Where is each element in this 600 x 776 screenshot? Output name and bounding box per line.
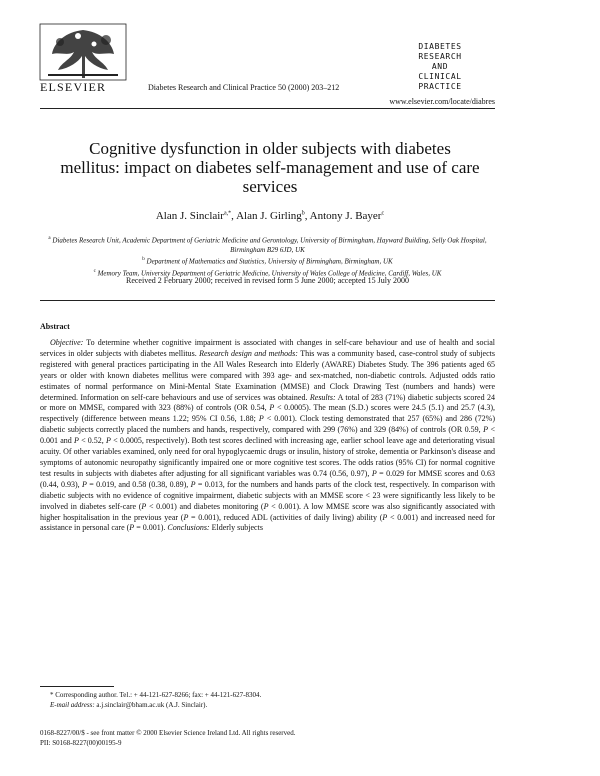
abstract-text-run: < 0.0005, respectively). Both test scores declined with increasing age, earlier school leave age and deteriorating visual acuity. Of other variables examined, only need for oral hypoglycaemic drugs or insulin, history of stroke, dementia or Parkinson's disease and symptoms of autonomic neuropathy significantly impaired one or more cognitive test scores. The odds ratios (95% CI) for normal cognitive test results in subjects with diabetes after adjusting for all significant variables was 0.74 (0.56, 0.97), — [40, 436, 495, 478]
email-address[interactable]: a.j.sinclair@bham.ac.uk (A.J. Sinclair). — [94, 701, 208, 709]
article-dates: Received 2 February 2000; received in revised form 5 June 2000; accepted 15 July 2000 — [125, 276, 410, 285]
abstract-text-run: = 0.013, for the numbers and hands parts of the clock test, respectively. In comparison with diabetic subjects with no evidence of cognitive impairment, diabetic subjects with an MMSE score < 23 were significantly less likely to be involved in diabetes self-care ( — [40, 479, 496, 511]
corresponding-author-note: * Corresponding author. Tel.: + 44-121-627-8266; fax: + 44-121-627-8304. — [50, 691, 262, 699]
abstract-text-run: A total of 283 (71%) diabetic subjects scored 24 or more on MMSE, compared with 323 (88%) of controls (OR 0.54, — [40, 392, 495, 413]
author-name: Alan J. Girling — [236, 210, 302, 222]
abstract-text-run: To determine whether cognitive impairment is associated with changes in self-care behaviour and use of health and social services in older subjects with diabetes mellitus. — [40, 338, 495, 358]
journal-citation: Diabetes Research and Clinical Practice 50 (2000) 203–212 — [148, 83, 340, 92]
abstract-italic-run: P — [263, 501, 269, 511]
abstract-italic-run: P — [141, 501, 147, 511]
abstract-italic-run: Results: — [309, 392, 336, 402]
pii-line: PII: S0168-8227(00)00195-9 — [40, 739, 122, 747]
abstract-italic-run: P — [183, 512, 189, 522]
abstract-text-run: = 0.019, and 0.58 (0.38, 0.89), — [86, 479, 191, 489]
author-affiliation-marker: b — [301, 210, 305, 217]
abstract-italic-run: P — [371, 468, 377, 478]
abstract-italic-run: Objective: — [50, 338, 84, 347]
abstract-italic-run: P — [129, 523, 135, 533]
abstract-text-run: < 0.001 and — [40, 425, 496, 446]
abstract-text-run: < 0.001) and diabetes monitoring ( — [146, 501, 264, 511]
abstract-italic-run: Research design and methods: — [199, 348, 298, 358]
affiliation-text: Department of Mathematics and Statistics, University of Birmingham, Birmingham, UK — [146, 257, 393, 266]
article-title: Cognitive dysfunction in older subjects with diabetes mellitus: impact on diabetes self-management and use of care services — [60, 139, 480, 196]
abstract-text-run: < 0.001). A low MMSE score was also significantly associated with higher hospitalisation in the previous year ( — [40, 501, 496, 522]
abstract-italic-run: P — [82, 479, 87, 489]
abstract-body — [40, 338, 495, 534]
author-name: Antony J. Bayer — [309, 210, 382, 222]
abstract-text-run: < 0.001). Clock testing demonstrated that 257 (65%) and 286 (72%) diabetic subjects correctly placed the numbers and hands, respectively, compared with 299 (76%) and 329 (84%) of controls (OR 0.59, — [40, 414, 495, 435]
front-matter — [40, 728, 495, 748]
affiliation-text: Memory Team, University Department of Geriatric Medicine, University of Wales College of Medicine, Cardiff, Wales, UK — [97, 268, 442, 277]
abstract-text-run: < 0.52, — [78, 436, 106, 446]
abstract-heading: Abstract — [40, 322, 70, 331]
journal-url[interactable]: www.elsevier.com/locate/diabres — [389, 97, 495, 106]
affiliation-marker: b — [142, 257, 145, 263]
email-note — [40, 700, 495, 710]
affiliations — [40, 234, 495, 278]
masthead-line: CLINICAL PRACTICE — [418, 72, 462, 91]
affiliation-text: Diabetes Research Unit, Academic Department of Geriatric Medicine and Gerontology, University of Birmingham, Hayward Building, Selly Oak Hospital, Birmingham B29 6JD, UK — [52, 236, 487, 255]
masthead-line: AND — [431, 62, 449, 71]
abstract-italic-run: Conclusions: — [167, 523, 210, 533]
abstract-italic-run: P — [106, 436, 111, 446]
abstract-text-run: = 0.001). — [134, 523, 168, 533]
author-list: Alan J. Sinclair$^{a,*}$, Alan J. Girling$^b$, Antony J. Bayer$^c$ — [155, 210, 385, 222]
affiliation — [40, 255, 495, 266]
abstract-italic-run: P — [382, 512, 388, 522]
affiliation — [40, 234, 495, 255]
footnote-divider — [40, 686, 114, 687]
abstract-text-run: < 0.0005). The mean (S.D.) scores were 24.5 (5.1) and 25.7 (4.3), respectively (difference between means 1.22; 95% CI 0.56, 1.88; — [40, 403, 495, 424]
copyright-line: 0168-8227/00/$ - see front matter © 2000 Elsevier Science Ireland Ltd. All rights reserved. — [40, 729, 296, 737]
affiliation-marker: a — [48, 236, 51, 241]
email-label: E-mail address: — [50, 701, 95, 709]
author-name: Alan J. Sinclair — [155, 210, 224, 222]
abstract-text-run: < 0.001) and increased need for assistance in personal care ( — [40, 512, 496, 533]
abstract-italic-run: P — [483, 425, 489, 435]
author-affiliation-marker: c — [381, 210, 385, 217]
masthead-line: DIABETES RESEARCH — [418, 42, 462, 61]
abstract-italic-run: P — [73, 436, 79, 446]
abstract-italic-run: P — [258, 414, 264, 424]
publisher-name: ELSEVIER — [40, 80, 107, 94]
abstract-text-run: = 0.001), reduced ADL (activities of daily living) ability ( — [188, 512, 383, 522]
abstract-italic-run: P — [190, 479, 196, 489]
abstract-text-run: = 0.029 for MMSE scores and 0.63 (0.44, 0.93), — [40, 468, 495, 489]
affiliation-marker: c — [93, 268, 96, 274]
abstract-italic-run: P — [269, 403, 275, 413]
abstract-text-run: This was a community based, case-control study of subjects registered with general practices participating in the All Wales Research into Elderly (AWARE) Diabetes Study. The 396 patients aged 65 years or older with known diabetes mellitus were compared with 393 age- and sex-matched, non-diabetic controls. Adjusted odds ratio estimates of normal performance on Mini-Mental State Examination (MMSE) and Clock Drawing Test (numbers and hands) were determined. Information on self-care behaviours and use of services was obtained. — [40, 348, 495, 402]
abstract-text-run: Elderly subjects — [209, 523, 263, 533]
author-affiliation-marker: a,* — [223, 210, 232, 217]
journal-masthead — [402, 42, 478, 92]
abstract-divider — [40, 300, 495, 301]
footnotes — [40, 690, 495, 710]
header-divider — [40, 108, 495, 109]
